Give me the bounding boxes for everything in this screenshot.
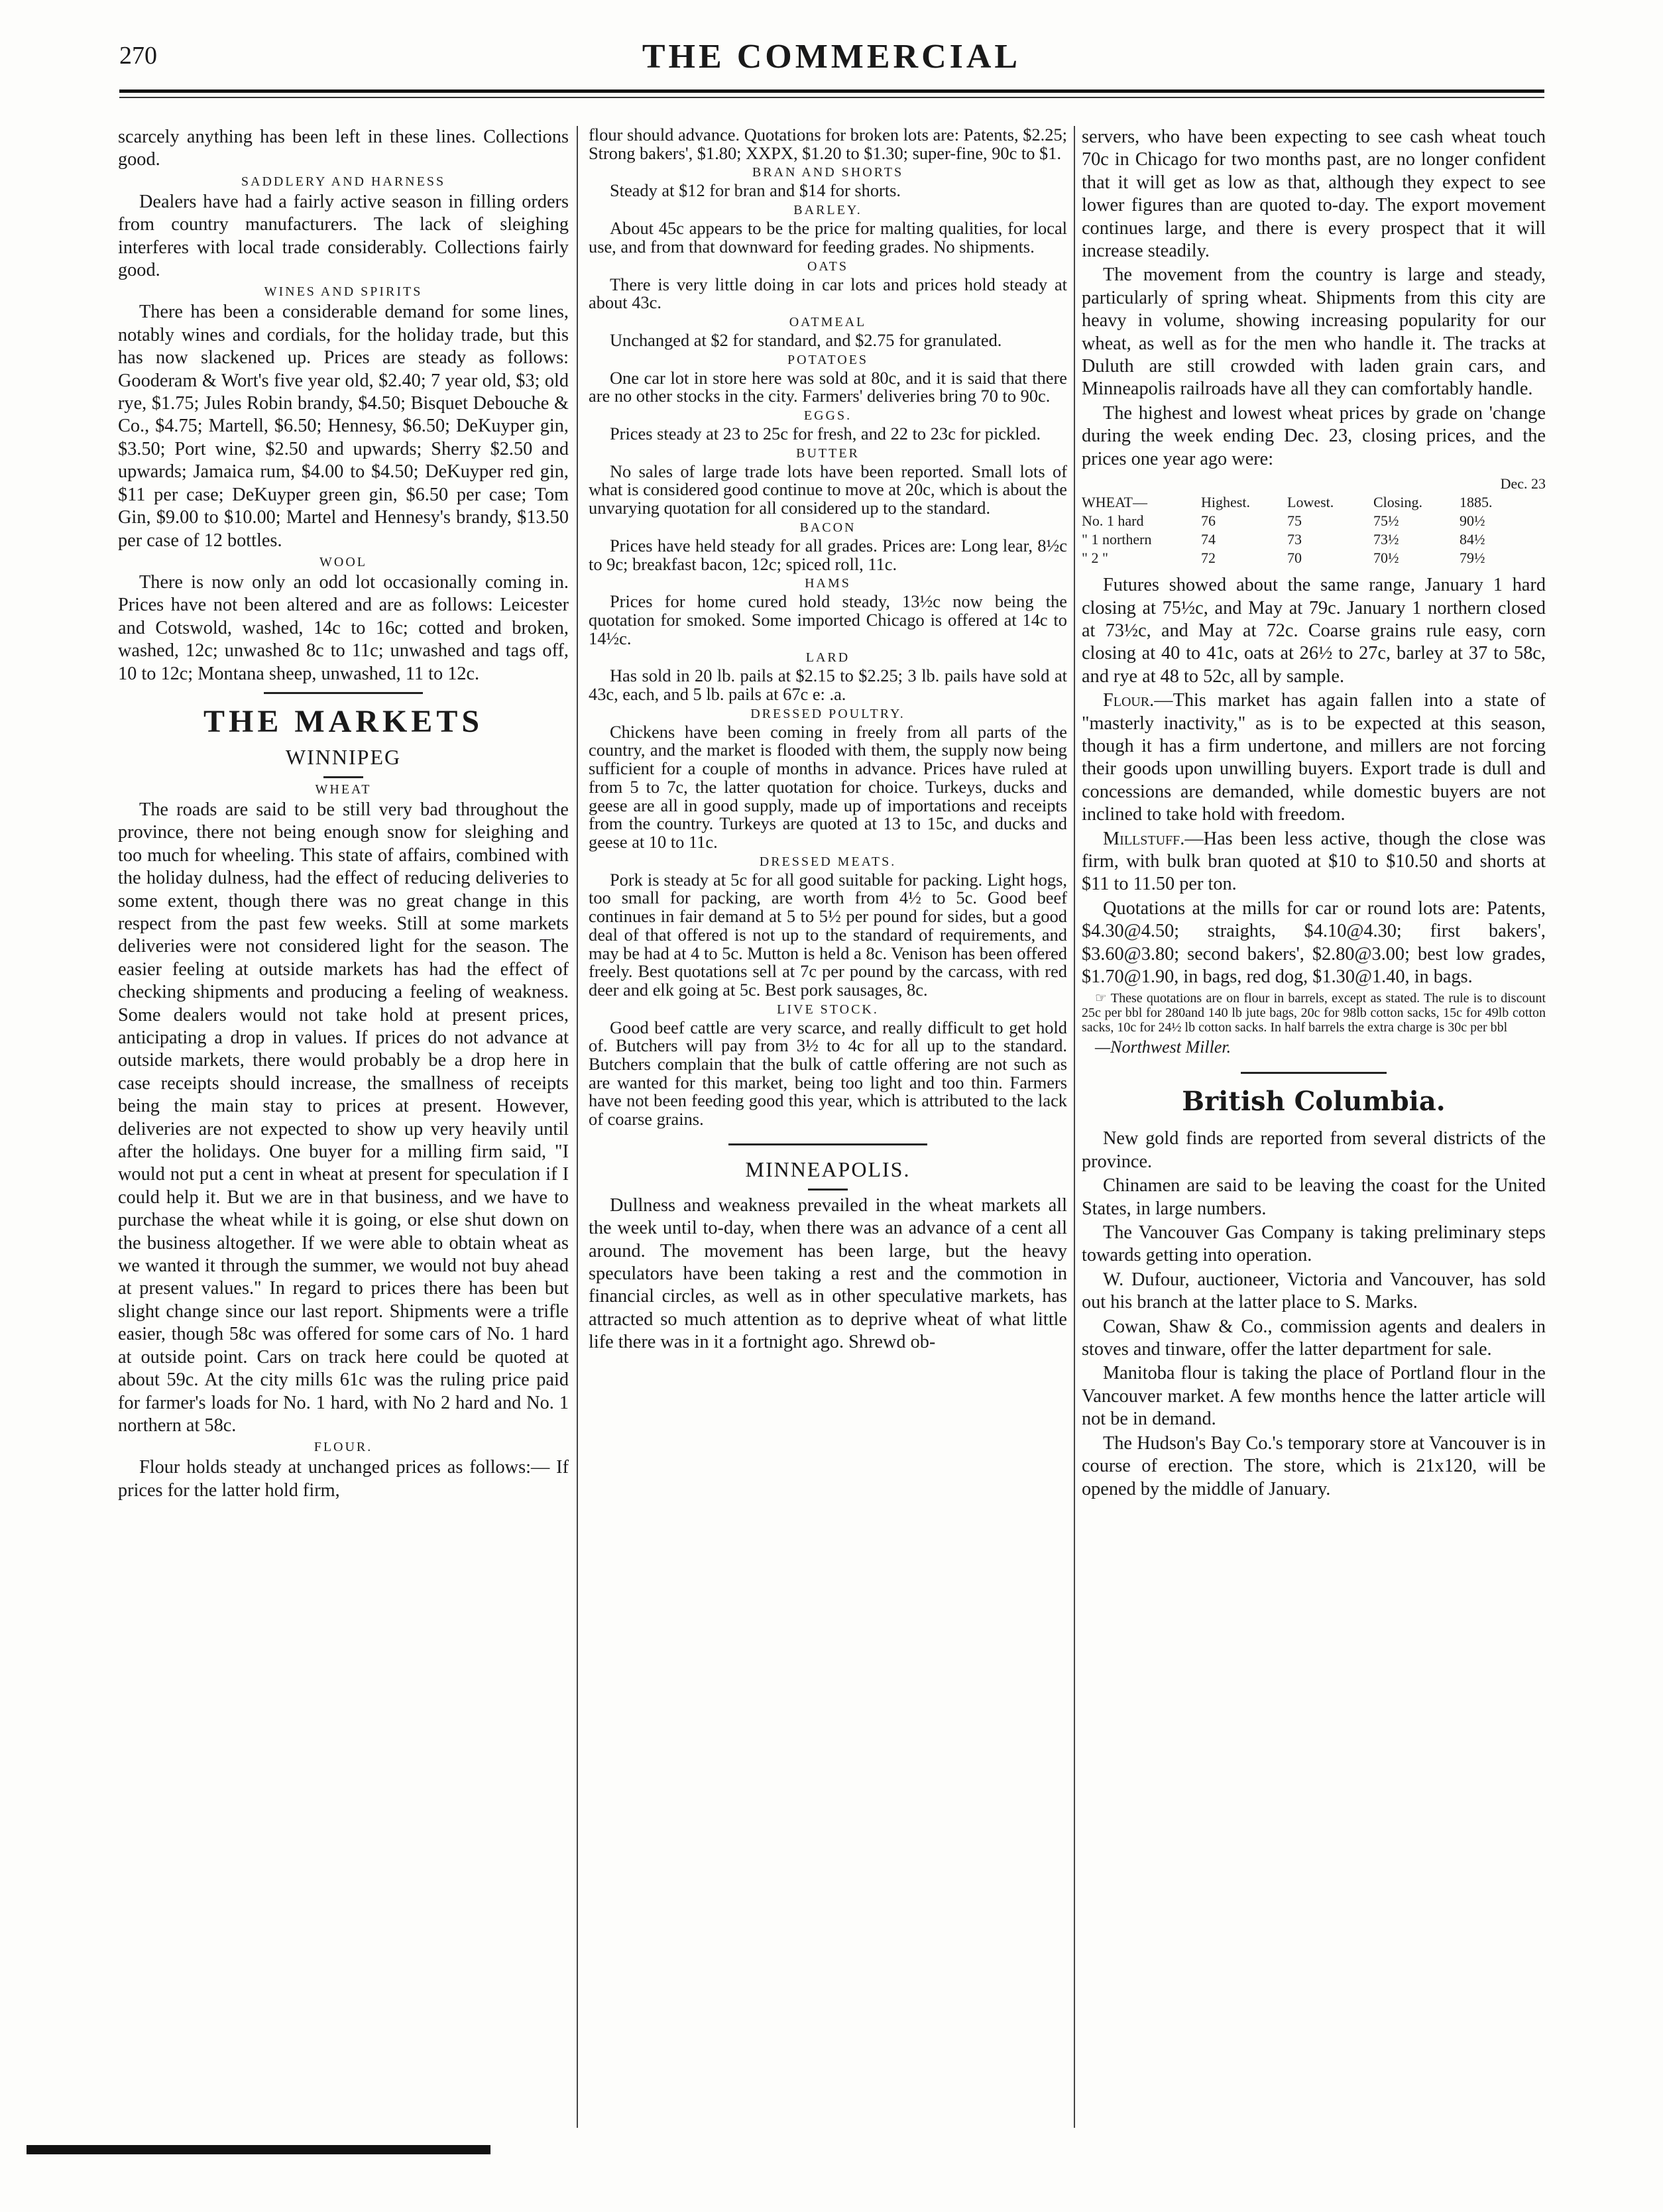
table-cell: 75	[1287, 512, 1302, 530]
section-heading: BUTTER	[796, 445, 860, 461]
section-heading: LARD	[805, 650, 850, 666]
paragraph: One car lot in store here was sold at 80c, and it is said that there are no other stocks in the city. Farmers' deliveries bring 70 to 90c.	[589, 367, 1067, 406]
column-rule	[1074, 126, 1075, 2128]
section-heading: DRESSED POULTRY.	[750, 706, 905, 721]
column-middle	[589, 126, 1067, 2134]
wheat-price-table	[1082, 475, 1546, 567]
paragraph: Flour holds steady at unchanged prices as follows:— If prices for the latter hold firm,	[118, 1457, 569, 1501]
column-rule	[577, 126, 578, 2128]
section-heading: WOOL	[319, 554, 367, 569]
paragraph: Quotations at the mills for car or round lots are: Patents, $4.30@4.50; straights, $4.10@4.30; first bakers', $3.60@3.80; second bakers', $2.80@3.00; best low grades, $1.70@1.90, in bags, red dog, $1.30@1.40, in bags.	[1082, 898, 1546, 987]
header-rule-thin	[119, 97, 1544, 98]
city-heading: MINNEAPOLIS.	[745, 1157, 911, 1181]
table-cell: 70	[1287, 550, 1302, 567]
paragraph: Has sold in 20 lb. pails at $2.15 to $2.25; 3 lb. pails have sold at 43c, each, and 5 lb. pails at 67c e: .a.	[589, 666, 1067, 705]
paragraph: The roads are said to be still very bad throughout the province, there not being enough snow for sleighing and too much for wheeling. This state of affairs, combined with the holiday dulness, had the effect of reducing deliveries to some extent, though there was no great change in this respect from the past few weeks. Still at some markets deliveries were not considered light for the season. The easier feeling at outside markets has had the effect of checking shipments and producing a feeling of weakness. Some dealers would not take hold at present prices, anticipating a drop in values. If prices do not advance at outside markets, there would probably be a drop here in case receipts should increase, the smallness of receipts being the main stay to prices at present. However, deliveries are not expected to show up very heavily until after the holidays. One buyer for a milling firm said, "I would not put a cent in wheat at present for speculation if I could help it. But we are in that business, and we have to purchase the wheat while it is going, or else shut down on the business altogether. If we were able to obtain wheat as we wanted it through the summer, we would not buy ahead at present values." In regard to prices there has been but slight change since our last report. Shipments were a trifle easier, though 58c was offered for some cars of No. 1 hard at outside point. Cars on track here could be quoted at about 59c. At the city mills 61c was the ruling price paid for farmer's loads for No. 1 hard, with No 2 hard and No. 1 northern at 58c.	[118, 799, 569, 1436]
paragraph: Pork is steady at 5c for all good suitable for packing. Light hogs, too small for packing, are worth from 4½ to 5c. Good beef continues in fair demand at 5 to 5½ per pound for sides, but a good deal of that offered is not up to the standard of requirements, and may be had at 4 to 5c. Mutton is held a 8c. Venison has been offered freely. Best quotations sell at 7c per pound by the carcass, with red deer and elk going at 5c. Best pork sausages, 8c.	[589, 869, 1067, 1000]
paragraph: Dealers have had a fairly active season in filling orders from country manufacturers. The lack of sleighing interferes with local trade considerably. Collections fairly good.	[118, 191, 569, 281]
section-heading: EGGS.	[803, 408, 852, 424]
paragraph: There is now only an odd lot occasionally coming in. Prices have not been altered and are as follows: Leicester and Cotswold, washed, 14c to 16c; cotted and broken, washed, 12c; unwashed 8c to 11c; unwashed and tags off, 10 to 12c; Montana sheep, unwashed, 11 to 12c.	[118, 571, 569, 684]
column-left	[118, 126, 569, 2134]
paragraph: Unchanged at $2 for standard, and $2.75 for granulated.	[610, 329, 1002, 350]
section-heading: WINES AND SPIRITS	[264, 284, 423, 300]
table-header: Lowest.	[1287, 494, 1334, 511]
news-item: Manitoba flour is taking the place of Portland flour in the Vancouver market. A few months hence the latter article will not be in demand.	[1082, 1363, 1546, 1430]
header-rule	[119, 89, 1544, 93]
section-heading: LIVE STOCK.	[777, 1002, 879, 1017]
markets-title: THE MARKETS	[203, 703, 484, 739]
section-heading: DRESSED MEATS.	[759, 854, 897, 869]
divider	[728, 1143, 927, 1145]
table-cell: 70½	[1373, 550, 1399, 567]
table-row	[1082, 512, 1546, 530]
table-cell: Dec. 23	[1500, 475, 1546, 493]
table-cell: 79½	[1460, 550, 1485, 567]
running-title: THE COMMERCIAL	[642, 38, 1021, 76]
pointing-hand-icon: ☞	[1095, 991, 1107, 1006]
table-cell: 72	[1201, 550, 1216, 567]
table-cell: 74	[1201, 531, 1216, 548]
paragraph	[1082, 689, 1546, 826]
signature: —Northwest Miller.	[1095, 1037, 1232, 1057]
table-header: 1885.	[1460, 494, 1493, 511]
paragraph: scarcely anything has been left in these lines. Collections good.	[118, 127, 569, 170]
table-row	[1082, 475, 1546, 493]
divider	[1241, 1072, 1387, 1074]
paragraph-text: —Has been less active, though the close was firm, with bulk bran quoted at $10 to $10.50 and shorts at $11 to 11.50 per ton.	[1082, 828, 1546, 895]
table-cell: 73½	[1373, 531, 1399, 548]
run-in-label: Flour.	[1103, 690, 1155, 711]
table-cell: " 2 "	[1082, 550, 1108, 567]
section-heading: WHEAT	[315, 782, 372, 797]
news-item: The Vancouver Gas Company is taking preliminary steps towards getting into operation.	[1082, 1222, 1546, 1266]
section-heading: BRAN AND SHORTS	[752, 165, 904, 180]
table-cell: 84½	[1460, 531, 1485, 548]
paragraph: Good beef cattle are very scarce, and really difficult to get hold of. Butchers will pay from 3½ to 4c for all up to the standard. Butchers complain that the bulk of cattle offering are not such as are wanted for this market, being too light and too thin. Farmers have not been feeding good this year, which is attributed to the lack of coarse grains.	[589, 1017, 1067, 1130]
city-heading: WINNIPEG	[285, 744, 402, 769]
table-header: Closing.	[1373, 494, 1422, 511]
page-number: 270	[119, 42, 157, 70]
british-columbia-title: British Columbia.	[1182, 1086, 1446, 1118]
paragraph: servers, who have been expecting to see cash wheat touch 70c in Chicago for two months past, are no longer confident that it will get as low as that, although they expect to see lower figures than are quoted to-day. The export movement continues large, and there is every prospect that it will increase steadily.	[1082, 127, 1546, 262]
paragraph: Dullness and weakness prevailed in the wheat markets all the week until to-day, when there was an advance of a cent all around. The movement has been large, but the heavy speculators have been taking a rest and the commotion in financial circles, as well as in other speculative markets, has attracted so much attention as to deprive wheat of what little life there was in it a fortnight ago. Shrewd ob-	[589, 1194, 1067, 1353]
column-right	[1082, 126, 1546, 2134]
divider	[264, 692, 423, 694]
table-cell: 76	[1201, 512, 1216, 530]
run-in-label: Millstuff.	[1103, 828, 1185, 849]
table-header: WHEAT—	[1082, 494, 1147, 511]
paragraph: flour should advance. Quotations for broken lots are: Patents, $2.25; Strong bakers', $1.80; XXPX, $1.20 to $1.30; super-fine, 90c to $1.	[589, 126, 1067, 163]
news-item: W. Dufour, auctioneer, Victoria and Vancouver, has sold out his branch at the latter place to S. Marks.	[1082, 1269, 1546, 1313]
table-cell: 75½	[1373, 512, 1399, 530]
paragraph: About 45c appears to be the price for malting qualities, for local use, and from that downward for feeding grades. No shipments.	[589, 218, 1067, 257]
section-heading: SADDLERY AND HARNESS	[241, 174, 446, 189]
paragraph-text: —This market has again fallen into a state of "masterly inactivity," as is to be expected at this season, though it has a firm undertone, and millers are not forcing their goods upon unwilling buyers. Export trade is dull and concessions are demanded, while domestic buyers are not inclined to take hold with freedom.	[1082, 690, 1546, 825]
paragraph: Steady at $12 for bran and $14 for shorts.	[610, 180, 901, 201]
section-heading: BARLEY.	[793, 203, 862, 218]
news-item: The Hudson's Bay Co.'s temporary store at Vancouver is in course of erection. The store, which is 21x120, will be opened by the middle of January.	[1082, 1432, 1546, 1499]
footnote-text: These quotations are on flour in barrels, except as stated. The rule is to discount 25c per bbl for 280and 140 lb jute bags, 20c for 98lb cotton sacks, 15c for 49lb cotton sacks, 10c for 24½ lb cotton sacks. In half barrels the extra charge is 30c per bbl	[1082, 991, 1546, 1035]
table-cell: " 1 northern	[1082, 531, 1152, 548]
paragraph: No sales of large trade lots have been reported. Small lots of what is considered good continue to move at 20c, which is about the unvarying quotation for all considered up to the standard.	[589, 461, 1067, 518]
news-item: Chinamen are said to be leaving the coast for the United States, in large numbers.	[1082, 1175, 1546, 1219]
paragraph	[1082, 828, 1546, 896]
news-item: Cowan, Shaw & Co., commission agents and dealers in stoves and tinware, offer the latter department for sale.	[1082, 1316, 1546, 1360]
table-row	[1082, 549, 1546, 567]
paragraph: The movement from the country is large and steady, particularly of spring wheat. Shipments from this city are heavy in volume, showing increasing popularity for our wheat, as well as for the men who handle it. The tracks at Duluth are still crowded with laden grain cars, and Minneapolis railroads have all they can comfortably handle.	[1082, 264, 1546, 400]
paragraph: Prices for home cured hold steady, 13½c now being the quotation for smoked. Some imported Chicago is offered at 14c to 14½c.	[589, 591, 1067, 648]
table-header-row	[1082, 493, 1546, 512]
paragraph: There has been a considerable demand for some lines, notably wines and cordials, for the holiday trade, but this has now slackened up. Prices are steady as follows: Gooderam & Wort's five year old, $2.40; 7 year old, $3; old rye, $1.75; Jules Robin brandy, $4.50; Bisquet Debouche & Co., $4.75; Martell, $6.50; Hennesy, $6.50; DeKuyper gin, $3.50; Port wine, $2.50 and upwards; Sherry $2.50 and upwards; Jamaica rum, $4.00 to $4.50; DeKuyper red gin, $11 per case; DeKuyper green gin, $6.50 per case; Tom Gin, $9.00 to $10.00; Martel and Hennesy's brandy, $13.50 per case of 12 bottles.	[118, 302, 569, 551]
paragraph: Chickens have been coming in freely from all parts of the country, and the market is flooded with them, the supply now being sufficient for a couple of months in advance. Prices have ruled at from 5 to 7c, the latter quotation for choice. Turkeys, ducks and geese are all in good supply, made up of importations and receipts from the country. Turkeys are quoted at 13 to 15c, and ducks and geese at 10 to 11c.	[589, 721, 1067, 852]
paragraph: Prices have held steady for all grades. Prices are: Long lear, 8½c to 9c; breakfast bacon, 12c; spiced roll, 11c.	[589, 535, 1067, 574]
section-heading: OATMEAL	[789, 314, 867, 329]
paragraph: Prices steady at 23 to 25c for fresh, and 22 to 23c for pickled.	[610, 424, 1041, 444]
section-heading: POTATOES	[787, 352, 869, 367]
footnote	[1082, 991, 1546, 1035]
bottom-bar	[27, 2145, 490, 2154]
table-cell: 73	[1287, 531, 1302, 548]
table-row	[1082, 530, 1546, 549]
news-item: New gold finds are reported from several districts of the province.	[1082, 1128, 1546, 1172]
paragraph: The highest and lowest wheat prices by grade on 'change during the week ending Dec. 23, closing prices, and the prices one year ago were:	[1082, 402, 1546, 469]
paragraph: There is very little doing in car lots and prices hold steady at about 43c.	[589, 274, 1067, 313]
divider	[808, 1189, 848, 1191]
table-cell: 90½	[1460, 512, 1485, 530]
table-header: Highest.	[1201, 494, 1250, 511]
section-heading: OATS	[807, 259, 848, 274]
section-heading: HAMS	[805, 576, 851, 591]
paragraph: Futures showed about the same range, January 1 hard closing at 75½c, and May at 79c. January 1 northern closed at 73½c, and May at 72c. Coarse grains rule easy, corn closing at 40 to 41c, oats at 26½ to 27c, barley at 37 to 58c, and rye at 48 to 52c, all by sample.	[1082, 575, 1546, 687]
section-heading: BACON	[799, 520, 856, 535]
section-heading: FLOUR.	[314, 1440, 373, 1455]
table-cell: No. 1 hard	[1082, 512, 1144, 530]
divider	[323, 776, 363, 778]
